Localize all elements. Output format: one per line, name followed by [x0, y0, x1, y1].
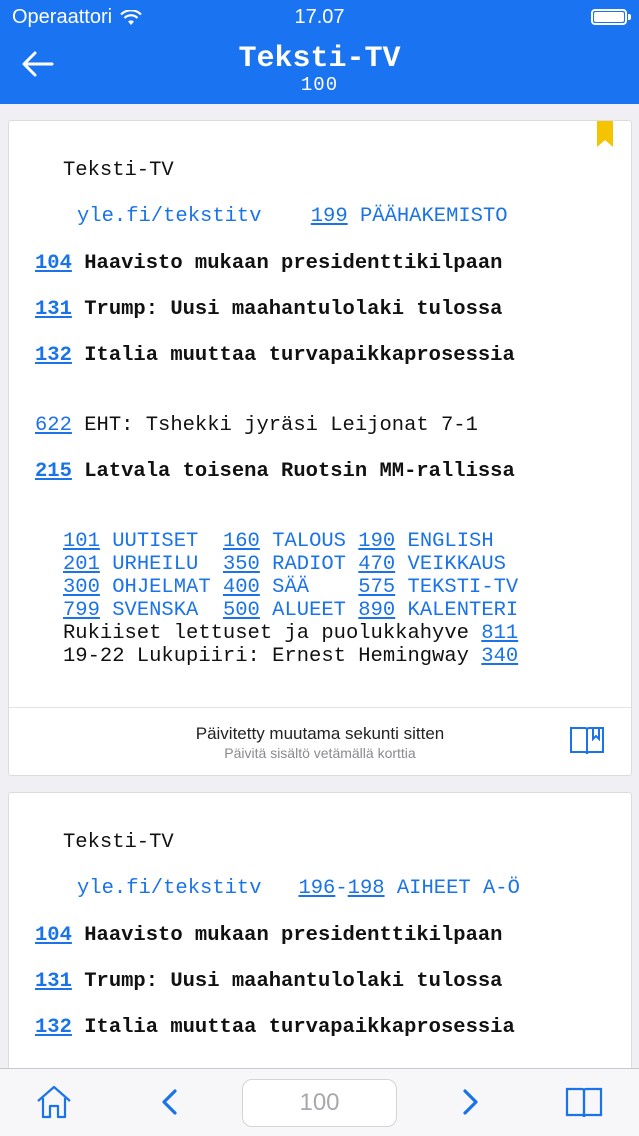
bottom-toolbar — [0, 1068, 639, 1136]
bookmarks-book-icon[interactable] — [564, 1083, 604, 1121]
headline-132: 132 Italia muuttaa turvapaikkaprosessia — [35, 344, 515, 367]
page-number-input[interactable] — [242, 1079, 397, 1127]
page-link-215[interactable]: 215 — [35, 460, 72, 483]
book-bookmark-icon[interactable] — [569, 724, 605, 756]
page-link-340[interactable]: 340 — [481, 645, 519, 668]
teletext-heading: Teksti-TV — [63, 159, 174, 182]
headline-622: 622 EHT: Tshekki jyräsi Leijonat 7-1 — [35, 414, 478, 437]
headline-215: 215 Latvala toisena Ruotsin MM-rallissa — [35, 460, 515, 483]
page-link-811[interactable]: 811 — [481, 622, 519, 645]
page-link-622[interactable]: 622 — [35, 414, 72, 437]
teletext-nav-line: yle.fi/tekstitv 199 PÄÄHAKEMISTO — [77, 205, 508, 228]
refresh-hint: Päivitä sisältö vetämällä korttia — [224, 745, 416, 761]
page-link-890[interactable]: 890 — [358, 599, 396, 622]
index-row-4: 799 SVENSKA 500 ALUEET 890 KALENTERI — [63, 599, 519, 622]
page-link-101[interactable]: 101 — [63, 530, 100, 553]
home-icon[interactable] — [34, 1083, 74, 1121]
teletext-card-next[interactable] — [8, 792, 632, 1082]
page-link-132[interactable]: 132 — [35, 344, 72, 367]
page-link-104[interactable]: 104 — [35, 924, 72, 947]
updated-text: Päivitetty muutama sekunti sitten — [195, 724, 445, 743]
page-link-198[interactable]: 198 — [347, 877, 385, 900]
status-time: 17.07 — [294, 6, 345, 28]
headline-132: 132 Italia muuttaa turvapaikkaprosessia — [35, 1016, 515, 1039]
teletext-heading: Teksti-TV — [63, 831, 174, 854]
page-number: 100 — [300, 74, 339, 96]
promo-line-1: Rukiiset lettuset ja puolukkahyve 811 — [63, 622, 519, 645]
teletext-card[interactable] — [8, 120, 632, 776]
status-bar — [0, 0, 639, 34]
site-link: yle.fi/tekstitv — [77, 877, 262, 900]
card-footer — [9, 707, 631, 777]
page-link-350[interactable]: 350 — [222, 553, 260, 576]
nav-header — [0, 0, 639, 104]
bookmark-icon[interactable] — [597, 121, 613, 147]
page-link-300[interactable]: 300 — [63, 576, 100, 599]
page-title: Teksti-TV — [238, 42, 401, 76]
index-row-3: 300 OHJELMAT 400 SÄÄ 575 TEKSTI-TV — [63, 576, 519, 599]
page-link-104[interactable]: 104 — [35, 252, 72, 275]
page-link-131[interactable]: 131 — [35, 298, 72, 321]
page-link-400[interactable]: 400 — [222, 576, 260, 599]
page-link-201[interactable]: 201 — [63, 553, 100, 576]
prev-page-icon[interactable] — [150, 1083, 190, 1121]
page-link-799[interactable]: 799 — [63, 599, 100, 622]
page-link-470[interactable]: 470 — [358, 553, 396, 576]
site-link: yle.fi/tekstitv — [77, 205, 262, 228]
next-page-icon[interactable] — [450, 1083, 490, 1121]
page-link-132[interactable]: 132 — [35, 1016, 72, 1039]
battery-icon — [591, 9, 627, 25]
headline-131: 131 Trump: Uusi maahantulolaki tulossa — [35, 298, 503, 321]
carrier-name: Operaattori — [12, 6, 113, 28]
headline-104: 104 Haavisto mukaan presidenttikilpaan — [35, 924, 503, 947]
page-link-160[interactable]: 160 — [222, 530, 260, 553]
page-link-199[interactable]: 199 — [310, 205, 348, 228]
teletext-nav-line: yle.fi/tekstitv 196-198 AIHEET A-Ö — [77, 877, 520, 900]
promo-line-2: 19-22 Lukupiiri: Ernest Hemingway 340 — [63, 645, 519, 668]
page-link-131[interactable]: 131 — [35, 970, 72, 993]
page-link-196[interactable]: 196 — [298, 877, 336, 900]
page-link-500[interactable]: 500 — [222, 599, 260, 622]
page-link-190[interactable]: 190 — [358, 530, 396, 553]
index-row-2: 201 URHEILU 350 RADIOT 470 VEIKKAUS — [63, 553, 506, 576]
headline-131: 131 Trump: Uusi maahantulolaki tulossa — [35, 970, 503, 993]
index-row-1: 101 UUTISET 160 TALOUS 190 ENGLISH — [63, 530, 494, 553]
headline-104: 104 Haavisto mukaan presidenttikilpaan — [35, 252, 503, 275]
page-link-575[interactable]: 575 — [358, 576, 396, 599]
